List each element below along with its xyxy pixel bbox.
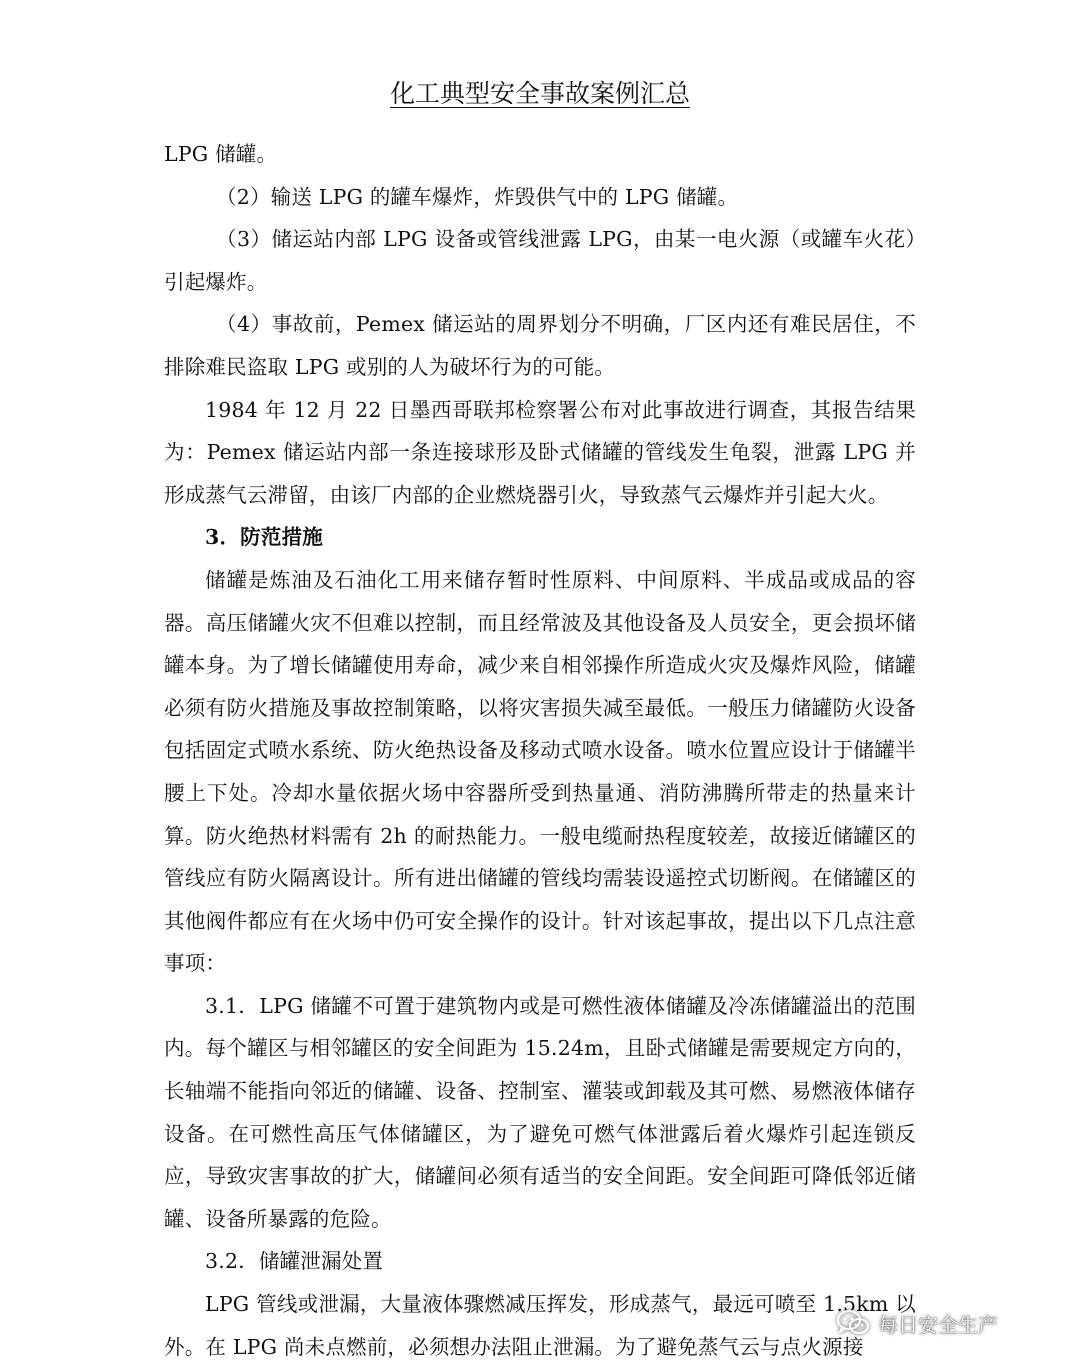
paragraph-continuation: LPG 储罐。: [164, 142, 278, 166]
section-heading-prevention: 3．防范措施: [205, 525, 323, 550]
paragraph-storage-tanks: 储罐是炼油及石油化工用来储存暂时性原料、中间原料、半成品或成品的容器。高压储罐火灾不但难以控制，而且经常波及其他设备及人员安全，更会损坏储罐本身。为了增长储罐使用寿命，减少来自相邻操作所造成火灾及爆炸风险，储罐必须有防火措施及事故控制策略，以将灾害损失减至最低。一般压力储罐防火设备包括固定式喷水系统、防火绝热设备及移动式喷水设备。喷水位置应设计于储罐半腰上下处。冷却水量依据火场中容器所受到热量通、消防沸腾所带走的热量来计算。防火绝热材料需有 2h 的耐热能力。一般电缆耐热程度较差，故接近储罐区的管线应有防火隔离设计。所有进出储罐的管线均需装设遥控式切断阀。在储罐区的其他阀件都应有在火场中仍可安全操作的设计。针对该起事故，提出以下几点注意事项：: [164, 567, 916, 976]
wechat-icon: [836, 1309, 870, 1337]
paragraph-cause-2: （2）输送 LPG 的罐车爆炸，炸毁供气中的 LPG 储罐。: [216, 184, 739, 209]
document-title: 化工典型安全事故案例汇总: [389, 79, 690, 108]
paragraph-cause-4: （4）事故前，Pemex 储运站的周界划分不明确，厂区内还有难民居住，不排除难民盗取 LPG 或别的人为破坏行为的可能。: [164, 312, 916, 379]
document-body: [164, 133, 916, 1368]
paragraph-leak-handling: LPG 管线或泄漏，大量液体骤燃减压挥发，形成蒸气，最远可喷至 1.5km 以外。在 LPG 尚未点燃前，必须想办法阻止泄漏。为了避免蒸气云与点火源接: [164, 1292, 916, 1359]
watermark-text: 每日安全生产: [878, 1312, 998, 1337]
paragraph-investigation: 1984 年 12 月 22 日墨西哥联邦检察署公布对此事故进行调查，其报告结果为：Pemex 储运站内部一条连接球形及卧式储罐的管线发生龟裂，泄露 LPG 并形成蒸气云滞留，由该厂内部的企业燃烧器引火，导致蒸气云爆炸并引起大火。: [164, 397, 916, 507]
subheading-3-2: 3.2．储罐泄漏处置: [205, 1249, 384, 1274]
watermark: [836, 1303, 998, 1343]
paragraph-cause-3: （3）储运站内部 LPG 设备或管线泄露 LPG，由某一电火源（或罐车火花）引起爆炸。: [164, 227, 916, 294]
paragraph-3-1: 3.1．LPG 储罐不可置于建筑物内或是可燃性液体储罐及冷冻储罐溢出的范围内。每个罐区与相邻罐区的安全间距为 15.24m，且卧式储罐是需要规定方向的，长轴端不能指向邻近的储罐、设备、控制室、灌装或卸载及其可燃、易燃液体储存设备。在可燃性高压气体储罐区，为了避免可燃气体泄露后着火爆炸引起连锁反应，导致灾害事故的扩大，储罐间必须有适当的安全间距。安全间距可降低邻近储罐、设备所暴露的危险。: [164, 993, 916, 1231]
